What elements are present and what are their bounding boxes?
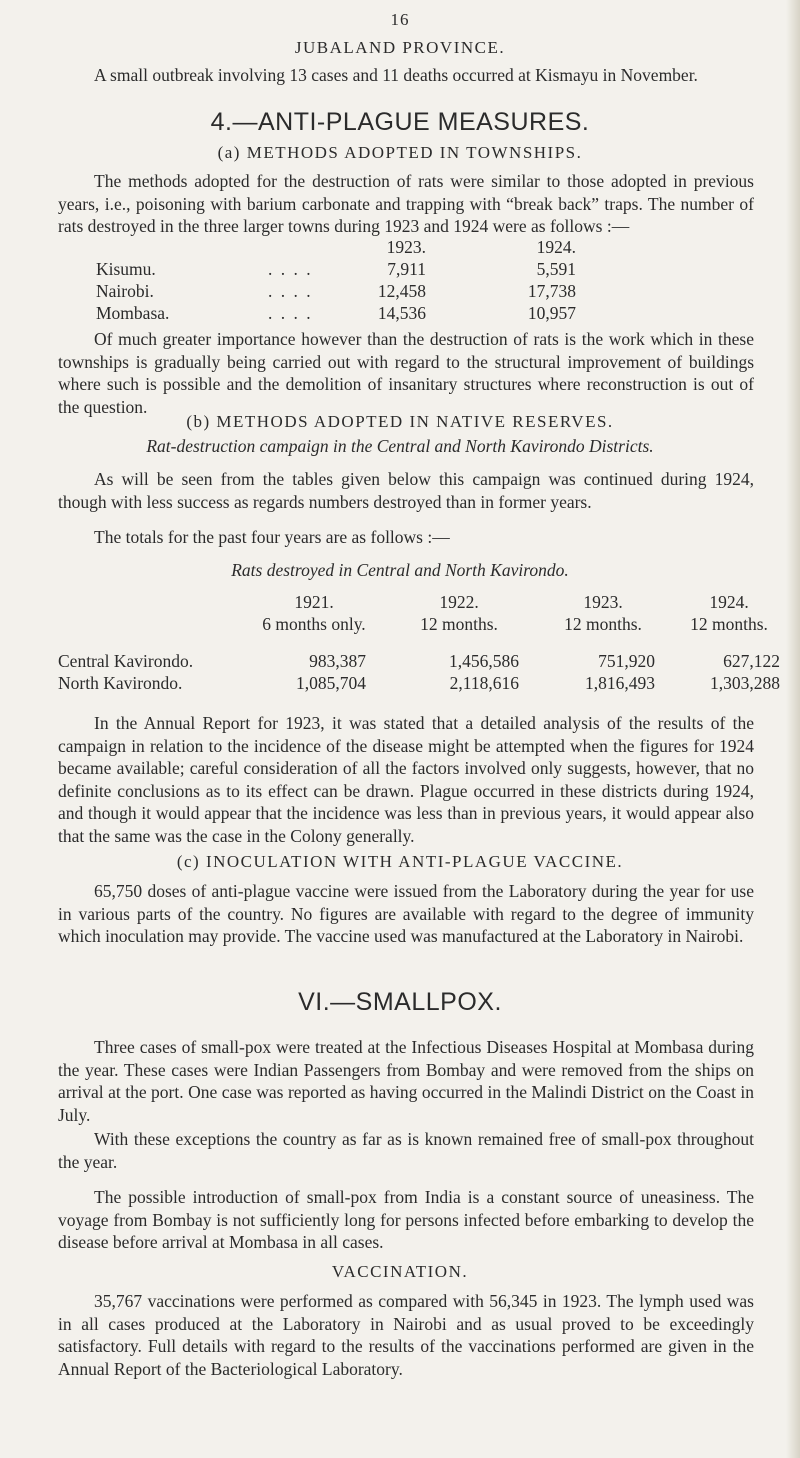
value-1923: 14,536 [377,302,426,323]
page-number: 16 [390,10,410,29]
value-1924: 10,957 [527,302,576,323]
leader-dots: . . . . [268,302,313,323]
year-1921: 1921. [294,592,334,612]
period-1924: 12 months. [690,614,768,634]
value-1922: 1,456,586 [449,650,519,671]
smallpox-paragraph-1: Three cases of small-pox were treated at the Infectious Diseases Hospital at Mombasa during the year. These cases were Indian Passengers from Bombay and were removed from the ships on arrival at the port. One case was reported as having occurred in the Malindi District on the Coast in July. [58,1037,754,1125]
page-edge-shadow [786,0,800,1458]
smallpox-paragraph-2: With these exceptions the country as far as is known remained free of small-pox throughout the year. [58,1129,754,1172]
section-c-heading: (c) INOCULATION WITH ANTI-PLAGUE VACCINE. [176,852,624,871]
section-b-heading: (b) METHODS ADOPTED IN NATIVE RESERVES. [186,412,614,431]
section-a-paragraph-2: Of much greater importance however than the destruction of rats is the work which in these townships is gradually being carried out with regard to the structural improvement of buildings where such is possible and the demolition of insanitary structures where reconstruction is out of the question. [58,329,754,417]
leader-dots: . . . . [268,280,313,301]
value-1923: 751,920 [598,650,655,671]
section-b-subheading: Rat-destruction campaign in the Central and North Kavirondo Districts. [146,436,654,456]
section-a-paragraph-1: The methods adopted for the destruction of rats were similar to those adopted in previous years, i.e., poisoning with barium carbonate and trapping with “break back” traps. The number of rats destroyed in the three larger towns during 1923 and 1924 were as follows :— [58,171,754,237]
table-row [96,280,576,302]
table-row [96,302,576,324]
value-1924: 17,738 [527,280,576,301]
year-1923: 1923. [583,592,623,612]
rats-table-caption: Rats destroyed in Central and North Kavirondo. [231,560,569,580]
period-1921: 6 months only. [262,614,366,634]
town-name: Kisumu. [96,258,156,279]
townships-rat-table [96,236,576,324]
period-1922: 12 months. [420,614,498,634]
district-name: Central Kavirondo. [58,650,194,671]
period-1923: 12 months. [564,614,642,634]
table-row [58,672,780,694]
value-1924: 627,122 [723,650,780,671]
district-name: North Kavirondo. [58,672,183,693]
vaccination-heading: VACCINATION. [331,1262,469,1281]
smallpox-paragraph-3: The possible introduction of small-pox from India is a constant source of uneasiness. The voyage from Bombay is not sufficiently long for persons infected before embarking to develop the disease before arrival at Mombasa in all cases. [58,1187,754,1253]
section-a-heading: (a) METHODS ADOPTED IN TOWNSHIPS. [217,143,583,162]
section-b-paragraph-2: The totals for the past four years are as follows :— [94,527,450,547]
town-name: Mombasa. [96,302,170,323]
rats-destroyed-table [58,650,780,694]
jubaland-paragraph: A small outbreak involving 13 cases and 11 deaths occurred at Kismayu in November. [94,65,698,85]
value-1924: 5,591 [536,258,576,279]
leader-dots: . . . . [268,258,313,279]
value-1922: 2,118,616 [449,672,519,693]
year-1922: 1922. [439,592,479,612]
section-b-paragraph-3: In the Annual Report for 1923, it was stated that a detailed analysis of the results of the campaign in relation to the incidence of the disease might be attempted when the figures for 1924 became available; careful consideration of all the factors involved only suggests, however, that no definite conclusions as to its effect can be drawn. Plague occurred in these districts during 1924, and though it would appear that the incidence was less than in previous years, it would appear also that the same was the case in the Colony generally. [58,713,754,846]
value-1924: 1,303,288 [710,672,780,693]
section-b-paragraph-1: As will be seen from the tables given below this campaign was continued during 1924, though with less success as regards numbers destroyed than in former years. [58,469,754,512]
value-1921: 983,387 [309,650,366,671]
section-4-heading: 4.—ANTI-PLAGUE MEASURES. [210,108,590,136]
vaccination-paragraph: 35,767 vaccinations were performed as compared with 56,345 in 1923. The lymph used was in all cases produced at the Laboratory in Nairobi and as usual proved to be exceedingly satisfactory. Full details with regard to the results of the vaccinations performed are given in the Annual Report of the Bacteriological Laboratory. [58,1291,754,1379]
table-row [58,650,780,672]
year-1924: 1924. [709,592,749,612]
section-6-heading: VI.—SMALLPOX. [298,988,502,1016]
table-row [96,258,576,280]
value-1921: 1,085,704 [296,672,366,693]
col-1924: 1924. [536,236,576,257]
townships-header-row [96,236,576,258]
section-c-paragraph: 65,750 doses of anti-plague vaccine were issued from the Laboratory during the year for use in various parts of the country. No figures are available with regard to the degree of immunity which inoculation may provide. The vaccine used was manufactured at the Laboratory in Nairobi. [58,881,754,947]
town-name: Nairobi. [96,280,154,301]
col-1923: 1923. [386,236,426,257]
value-1923: 1,816,493 [585,672,655,693]
jubaland-heading: JUBALAND PROVINCE. [294,38,506,57]
value-1923: 7,911 [387,258,426,279]
value-1923: 12,458 [377,280,426,301]
